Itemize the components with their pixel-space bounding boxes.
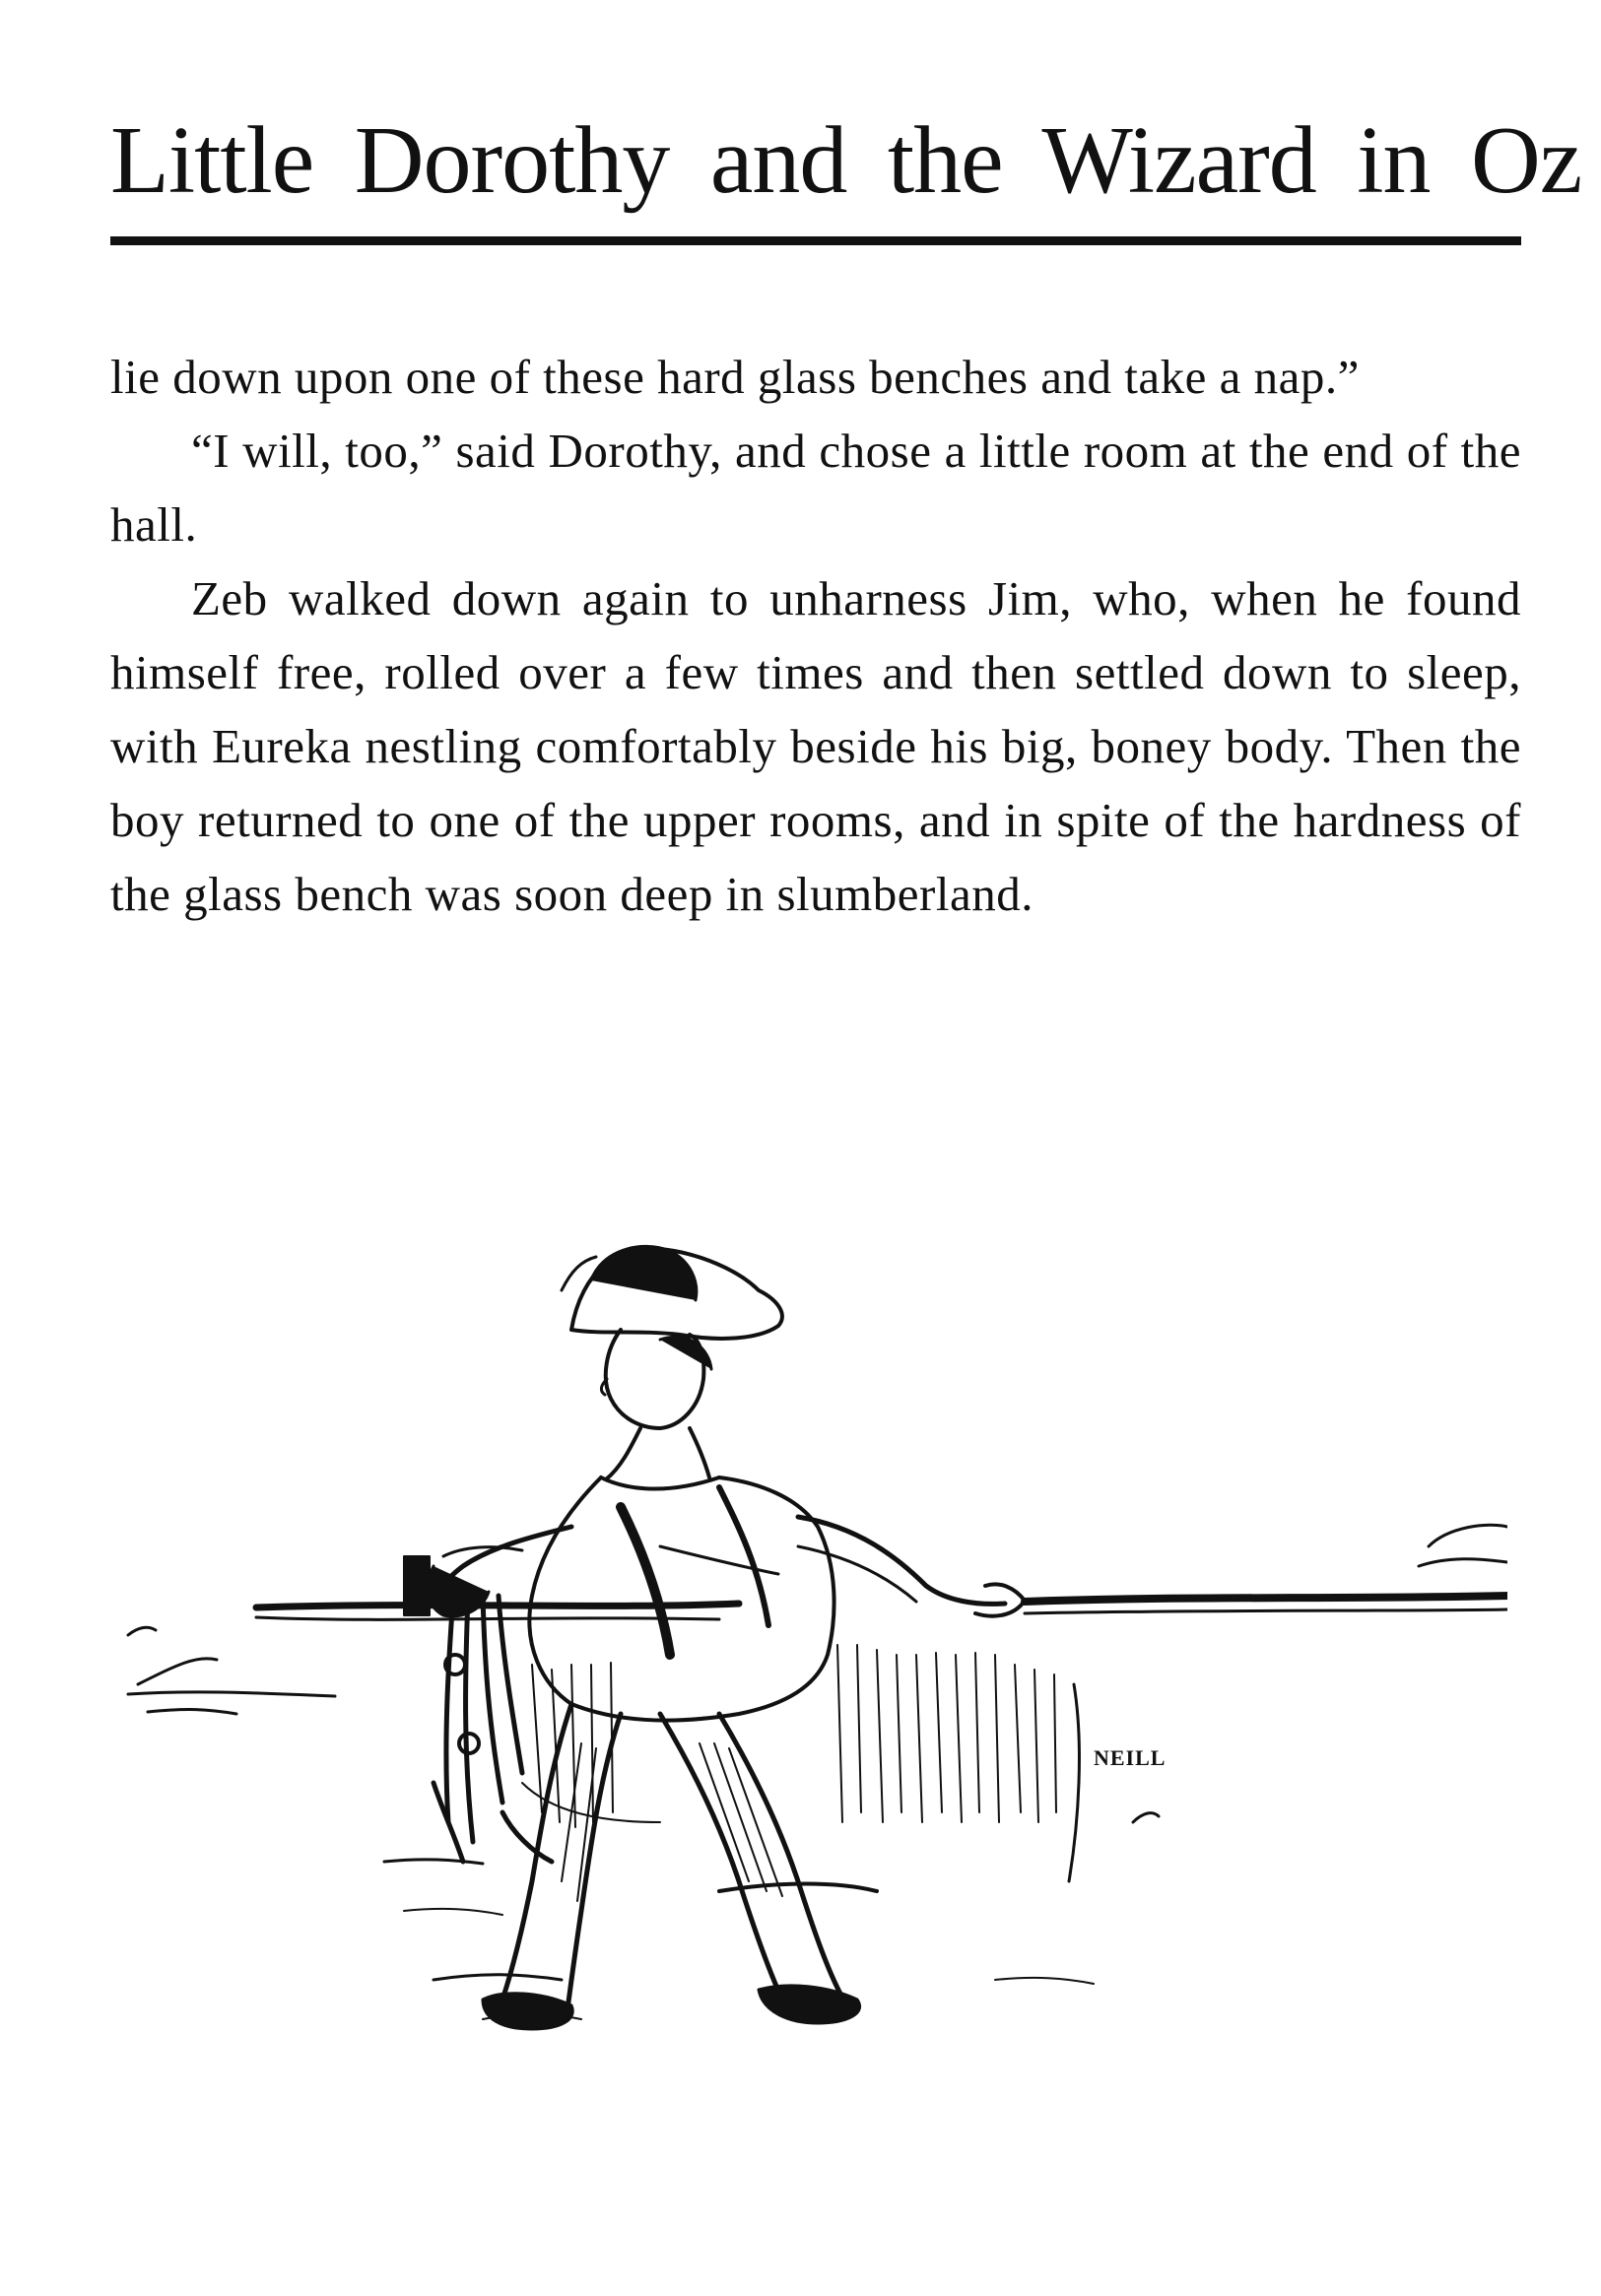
header-rule (110, 236, 1521, 245)
paragraph-continued: lie down upon one of these hard glass benches and take a nap.” (110, 350, 1360, 404)
artist-signature: NEILL (1094, 1745, 1167, 1770)
illustration-boy-with-harness (108, 1133, 1507, 2059)
running-head: Little Dorothy and the Wizard in Oz (110, 107, 1582, 214)
paragraph: Zeb walked down again to unharness Jim, who, when he found himself free, rolled over a few times and then settled down to sleep, with Eureka nestling comfortably beside his big, boney body. Then the boy returned to one of the upper rooms, and in spite of the hardness of the glass bench was soon deep in slumberland. (110, 571, 1521, 921)
right-leg (660, 1714, 782, 2000)
right-shoe (759, 1986, 860, 2023)
left-shoe (483, 1994, 572, 2029)
body-text (110, 340, 1521, 931)
jacket (529, 1477, 834, 1721)
harness (434, 1596, 552, 1862)
paragraph: “I will, too,” said Dorothy, and chose a little room at the end of the hall. (110, 424, 1521, 552)
